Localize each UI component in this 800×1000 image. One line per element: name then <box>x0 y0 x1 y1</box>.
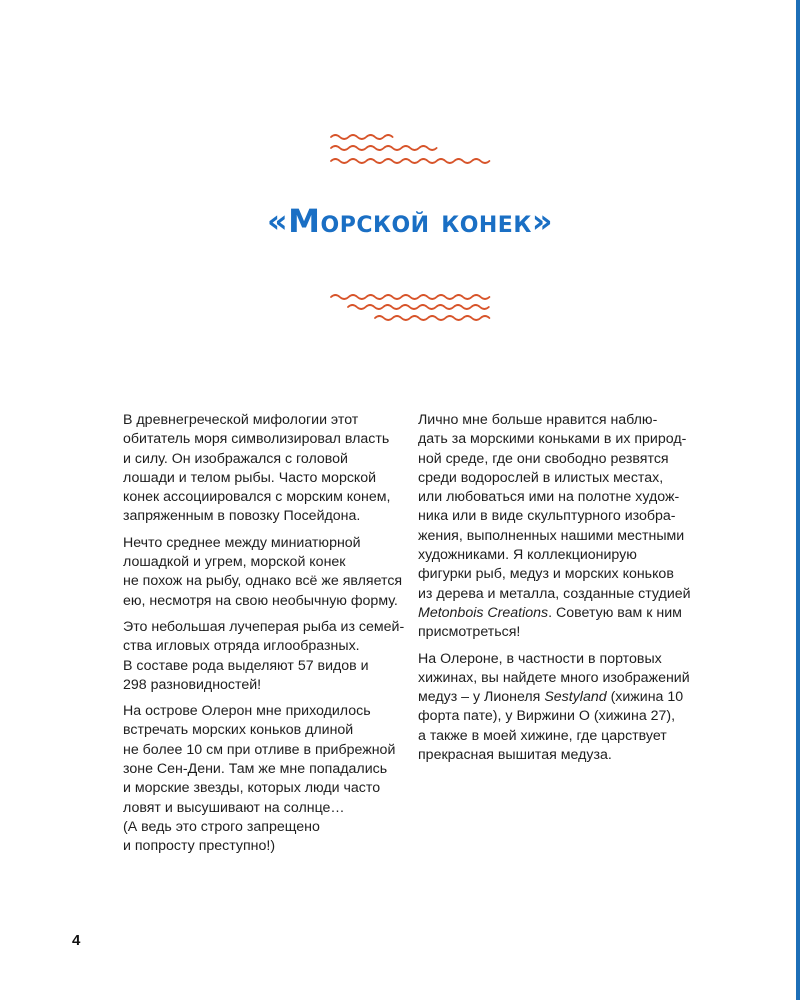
page-number: 4 <box>72 932 81 949</box>
top-wave-line-3 <box>331 159 489 163</box>
paragraph <box>418 411 718 643</box>
page-title: «Морской конек» <box>266 202 553 240</box>
paragraph: Это небольшая лучеперая рыба из семей- ства игловых отряда иглообразных. В составе рода выделяют 57 видов и 298 разновидностей! <box>123 618 405 693</box>
paragraph: На острове Олерон мне приходилось встречать морских коньков длиной не более 10 см при отливе в прибрежной зоне Сен-Дени. Там же мне попадались и морские звезды, которых люди часто ловят и высушивают на солнце… (А ведь это строго запрещено и попросту преступно!) <box>123 703 396 855</box>
paragraph <box>418 650 718 766</box>
paragraph: Нечто среднее между миниатюрной лошадкой и угрем, морской конек не похож на рыбу, однако всё же является ею, несмотря на свою необычную форму. <box>123 534 403 609</box>
paragraph-text: Лично мне больше нравится наблю- дать за морскими коньками в их природ- ной среде, где они свободно резвятся среди водорослей в илистых местах, или любоваться ими на полотне худож- ника или в виде скульптурного изобра- жения, выполненных нашими местными художниками. Я коллекционирую фигурки рыб, медуз и морских коньков из дерева и металла, созданные студией <box>418 412 691 602</box>
paragraph-text: . Советую вам к ним присмотреться! <box>418 604 682 641</box>
paragraph: В древнегреческой мифологии этот обитатель моря символизировал власть и силу. Он изображался с головой лошади и телом рыбы. Часто морской конек ассоциировался с морским конем, запряженным в повозку Посейдона. <box>123 412 391 525</box>
paragraph-text: (хижина 10 форта пате), у Виржини О (хижина 27), а также в моей хижине, где царствует прекрасная вышитая медуза. <box>418 689 684 764</box>
top-wave-line-2 <box>331 146 437 150</box>
left-text-column <box>123 411 413 864</box>
top-wave-line-1 <box>331 135 393 139</box>
bottom-wave-line-2 <box>348 305 489 309</box>
right-text-column <box>418 411 718 772</box>
paragraph-text: На Олероне, в частности в портовых хижинах, вы найдете много изображений медуз – у Лионеля <box>418 650 690 706</box>
bottom-wave-line-3 <box>375 316 489 320</box>
artist-name: Sestyland <box>544 689 607 706</box>
bottom-wave-line-1 <box>331 295 489 299</box>
studio-name: Metonbois Creations <box>418 604 549 621</box>
